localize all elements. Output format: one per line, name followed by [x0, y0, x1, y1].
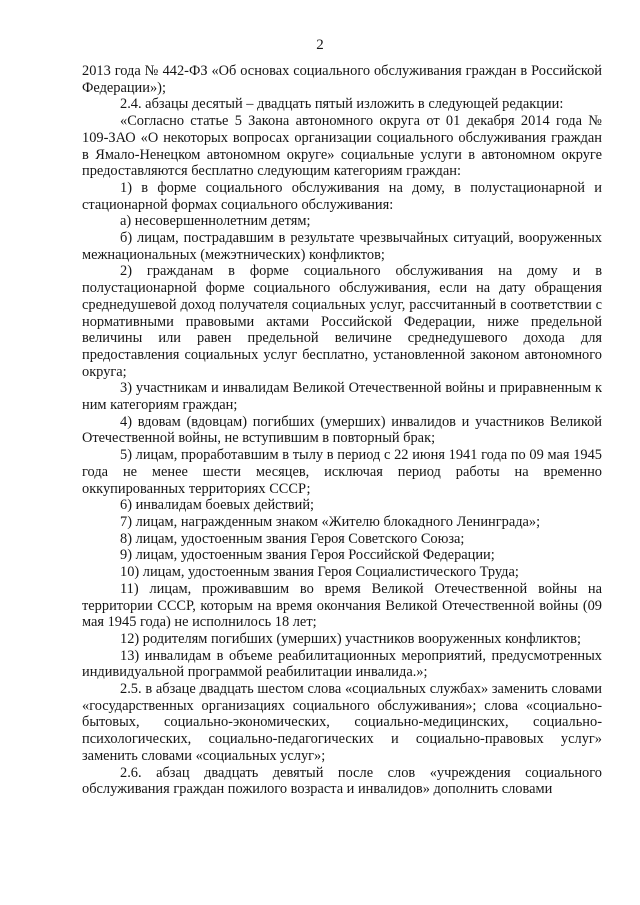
paragraph: 1) в форме социального обслуживания на дому, в полустационарной и стационарной формах социального обслуживания:: [82, 179, 602, 213]
paragraph: 6) инвалидам боевых действий;: [120, 497, 315, 514]
paragraph: 13) инвалидам в объеме реабилитационных мероприятий, предусмотренных индивидуальной программой реабилитации инвалида.»;: [82, 647, 602, 681]
paragraph: 2.5. в абзаце двадцать шестом слова «социальных службах» заменить словами «государственных организациях социального обслуживания»; слова «социально-бытовых, социально-экономических, социально-медицинских, социально-психологических, социально-педагогических и социально-правовых услуг» заменить словами «социальных услуг»;: [82, 681, 602, 764]
paragraph: 11) лицам, проживавшим во время Великой Отечественной войны на территории СССР, которым на время окончания Великой Отечественной войны (09 мая 1945 года) не исполнилось 18 лет;: [82, 580, 602, 631]
paragraph: «Согласно статье 5 Закона автономного округа от 01 декабря 2014 года № 109-ЗАО «О некоторых вопросах организации социального обслуживания граждан в Ямало-Ненецком автономном округе» социальные услуги в автономном округе предоставляются бесплатно следующим категориям граждан:: [82, 113, 602, 180]
paragraph: а) несовершеннолетним детям;: [120, 213, 311, 230]
paragraph: 2) гражданам в форме социального обслуживания на дому и в полустационарной форме социального обслуживания, если на дату обращения среднедушевой доход получателя социальных услуг, рассчитанный в соответствии с нормативными правовыми актами Российской Федерации, ниже предельной величины или равен предельной величине среднедушевого дохода для предоставления социальных услуг бесплатно, установленной законом автономного округа;: [82, 263, 602, 380]
paragraph: 5) лицам, проработавшим в тылу в период с 22 июня 1941 года по 09 мая 1945 года не менее шести месяцев, исключая период работы на временно оккупированных территориях СССР;: [82, 447, 602, 497]
paragraph: 3) участникам и инвалидам Великой Отечественной войны и приравненным к ним категориям граждан;: [82, 380, 602, 414]
paragraph: 7) лицам, награжденным знаком «Жителю блокадного Ленинграда»;: [120, 513, 541, 530]
paragraph: б) лицам, пострадавшим в результате чрезвычайных ситуаций, вооруженных межнациональных (межэтнических) конфликтов;: [82, 230, 602, 263]
paragraph: 8) лицам, удостоенным звания Героя Советского Союза;: [120, 530, 465, 547]
document-body: [82, 63, 602, 798]
paragraph: 2013 года № 442-ФЗ «Об основах социального обслуживания граждан в Российской Федерации»);: [82, 63, 602, 96]
paragraph: 10) лицам, удостоенным звания Героя Социалистического Труда;: [120, 564, 519, 581]
paragraph: 2.6. абзац двадцать девятый после слов «учреждения социального обслуживания граждан пожилого возраста и инвалидов» дополнить словами: [82, 764, 602, 798]
paragraph: 9) лицам, удостоенным звания Героя Российской Федерации;: [120, 547, 495, 564]
paragraph: 12) родителям погибших (умерших) участников вооруженных конфликтов;: [120, 630, 581, 647]
paragraph: 2.4. абзацы десятый – двадцать пятый изложить в следующей редакции:: [120, 96, 564, 113]
paragraph: 4) вдовам (вдовцам) погибших (умерших) инвалидов и участников Великой Отечественной войны, не вступившим в повторный брак;: [82, 413, 602, 447]
page-number: 2: [316, 37, 324, 53]
